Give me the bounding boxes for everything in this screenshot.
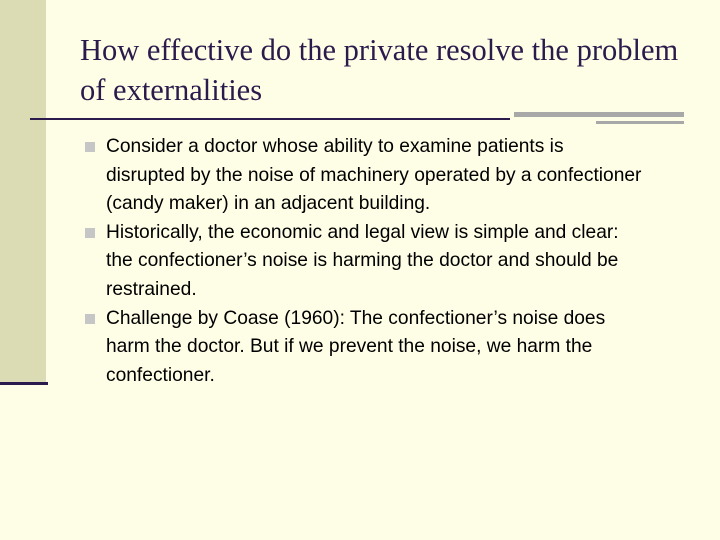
square-bullet-icon [85,142,95,152]
title-divider-accent-lower [596,121,684,124]
title-divider [30,118,510,120]
left-decorative-bar [0,0,46,384]
bullet-item [84,305,644,391]
square-bullet-icon [85,228,95,238]
bullet-item [84,133,644,219]
bullet-text: Historically, the economic and legal view is simple and clear: the confectioner’s noise is harming the doctor and should be restrained. [106,221,619,300]
bullet-text: Challenge by Coase (1960): The confectioner’s noise does harm the doctor. But if we prevent the noise, we harm the confectioner. [106,307,606,386]
left-bar-underline [0,382,48,385]
bullet-list [84,133,644,390]
slide-title: How effective do the private resolve the problem of externalities [80,33,679,107]
title-divider-accent [514,112,684,117]
bullet-item [84,219,644,305]
square-bullet-icon [85,314,95,324]
bullet-text: Consider a doctor whose ability to examine patients is disrupted by the noise of machinery operated by a confectioner (candy maker) in an adjacent building. [106,136,642,215]
